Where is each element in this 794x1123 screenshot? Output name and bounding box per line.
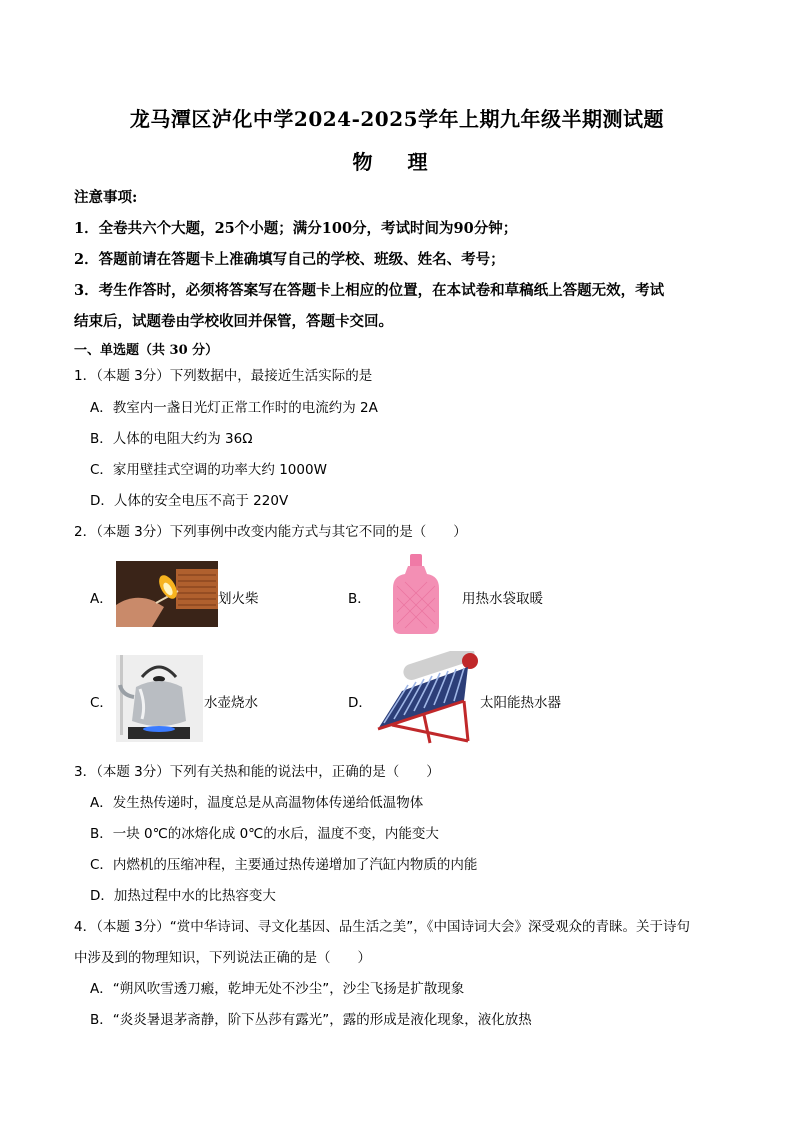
question-1-option-c: C．家用壁挂式空调的功率大约 1000W	[90, 462, 327, 478]
question-3-option-d: D．加热过程中水的比热容变大	[90, 888, 276, 904]
question-4-stem: 4．（本题 3分）“赏中华诗词、寻文化基因、品生活之美”，《中国诗词大会》深受观众的青睐。关于诗句	[74, 919, 690, 935]
question-1-option-d: D．人体的安全电压不高于 220V	[90, 493, 289, 509]
note-item-1: 1．全卷共六个大题，25个小题；满分100分，考试时间为90分钟；	[74, 220, 518, 237]
question-1-option-a: A．教室内一盏日光灯正常工作时的电流约为 2A	[90, 400, 378, 416]
question-4-stem-cont: 中涉及到的物理知识，下列说法正确的是（ ）	[74, 950, 371, 966]
question-2-option-a-caption: 划火柴	[218, 591, 259, 607]
match-striking-icon	[116, 561, 218, 627]
exam-title: 龙马潭区泸化中学2024-2025学年上期九年级半期测试题	[129, 107, 665, 131]
question-2-option-b-letter: B．	[348, 591, 371, 607]
note-item-2: 2．答题前请在答题卡上准确填写自己的学校、班级、姓名、考号；	[74, 251, 505, 268]
question-2-option-c-letter: C．	[90, 695, 113, 711]
notes-heading: 注意事项:	[74, 189, 138, 206]
question-3-option-a: A．发生热传递时，温度总是从高温物体传递给低温物体	[90, 795, 424, 811]
question-1-stem: 1．（本题 3分）下列数据中，最接近生活实际的是	[74, 368, 373, 384]
question-3-option-c: C．内燃机的压缩冲程，主要通过热传递增加了汽缸内物质的内能	[90, 857, 478, 873]
hot-water-bag-icon	[391, 552, 441, 636]
question-4-option-b: B．“炎炎暑退茅斋静，阶下丛莎有露光”，露的形成是液化现象，液化放热	[90, 1012, 532, 1028]
note-item-3-cont: 结束后，试题卷由学校收回并保管，答题卡交回。	[74, 313, 393, 330]
question-1-option-b: B．人体的电阻大约为 36Ω	[90, 431, 253, 447]
question-2-stem: 2．（本题 3分）下列事例中改变内能方式与其它不同的是（ ）	[74, 524, 467, 540]
question-2-option-d-caption: 太阳能热水器	[480, 695, 561, 711]
subject-title: 物 理	[352, 150, 442, 174]
question-3-stem: 3．（本题 3分）下列有关热和能的说法中，正确的是（ ）	[74, 764, 440, 780]
question-2-option-a-letter: A．	[90, 591, 113, 607]
solar-water-heater-icon	[372, 651, 478, 747]
question-4-option-a: A．“朔风吹雪透刀瘢，乾坤无处不沙尘”，沙尘飞扬是扩散现象	[90, 981, 465, 997]
note-item-3: 3．考生作答时，必须将答案写在答题卡上相应的位置，在本试卷和草稿纸上答题无效，考试	[74, 282, 665, 299]
question-2-option-b-caption: 用热水袋取暖	[462, 591, 543, 607]
question-2-option-d-letter: D．	[348, 695, 372, 711]
question-3-option-b: B．一块 0℃的冰熔化成 0℃的水后，温度不变，内能变大	[90, 826, 439, 842]
section-heading: 一、单选题（共 30 分）	[74, 343, 219, 358]
kettle-icon	[116, 655, 203, 742]
question-2-option-c-caption: 水壶烧水	[204, 695, 258, 711]
